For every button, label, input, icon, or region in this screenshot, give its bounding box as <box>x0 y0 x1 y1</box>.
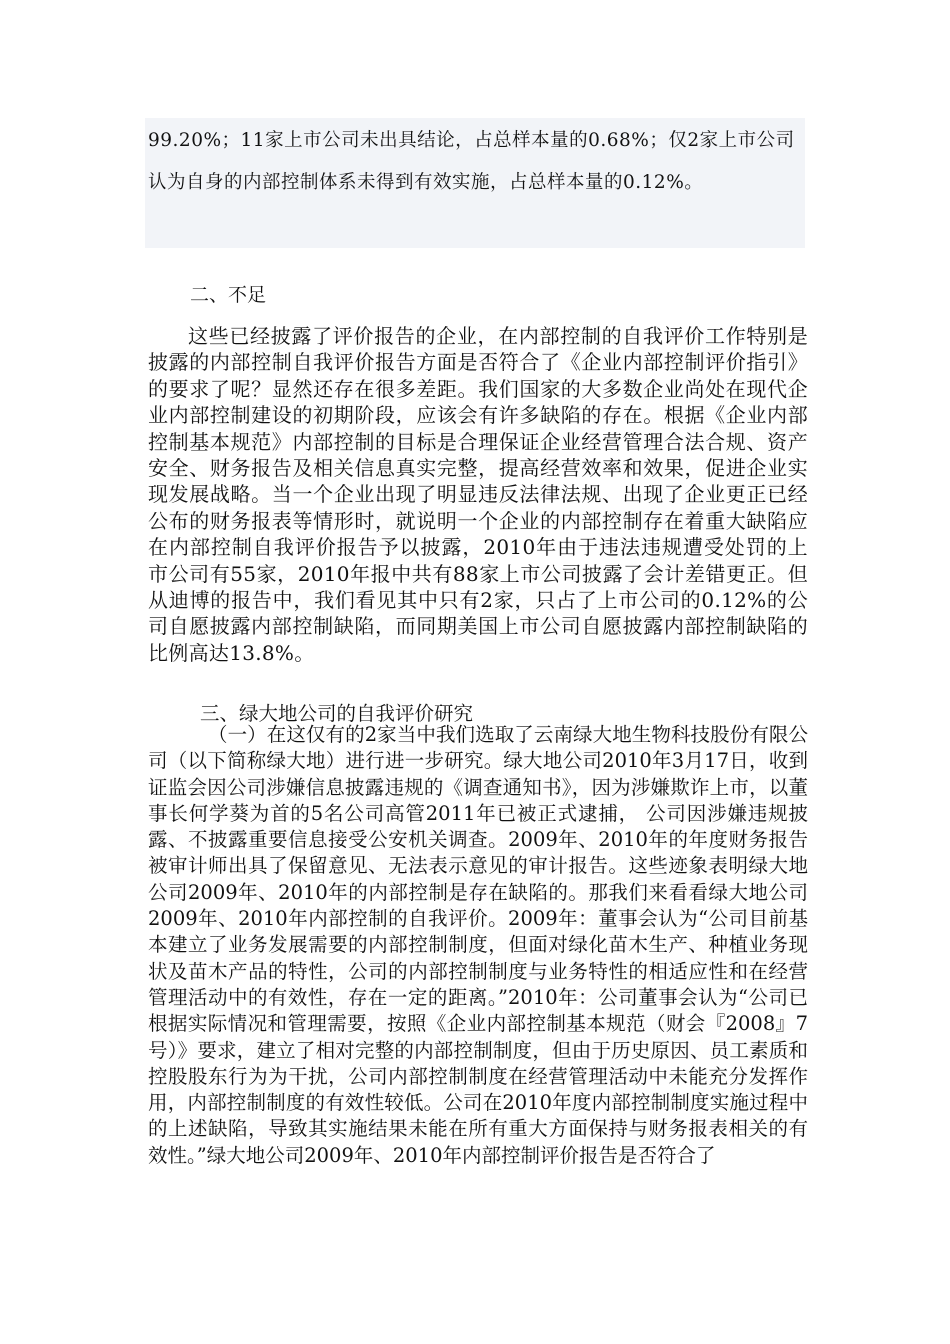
case-study-paragraph: （一）在这仅有的2家当中我们选取了云南绿大地生物科技股份有限公司（以下简称绿大地）进行进一步研究。绿大地公司2010年3月17日，收到证监会因公司涉嫌信息披露违规的《调查通知书》，因为涉嫌欺诈上市，以董事长何学葵为首的5名公司高管2011年已被正式逮捕， 公司因涉嫌违规披露、不披露重要信息接受公安机关调查。2009年、2010年的年度财务报告被审计师出具了保留意见、无法表示意见的审计报告。这些迹象表明绿大地公司2009年、2010年的内部控制是存在缺陷的。那我们来看看绿大地公司2009年、2010年内部控制的自我评价。2009年：董事会认为“公司目前基本建立了业务发展需要的内部控制制度，但面对绿化苗木生产、种植业务现状及苗木产品的特性，公司的内部控制制度与业务特性的相适应性和在经营管理活动中的有效性，存在一定的距离。”2010年：公司董事会认为“公司已根据实际情况和管理需要，按照《企业内部控制基本规范（财会『2008』7号）》要求，建立了相对完整的内部控制制度，但由于历史原因、员工素质和控股股东行为为干扰，公司内部控制制度在经营管理活动中未能充分发挥作用，内部控制制度的有效性较低。公司在2010年度内部控制制度实施过程中的上述缺陷，导致其实施结果未能在所有重大方面保持与财务报表相关的有效性。”绿大地公司2009年、2010年内部控制评价报告是否符合了 <box>148 723 808 1167</box>
section-heading-case-study: 三、绿大地公司的自我评价研究 <box>200 702 474 725</box>
section-heading-deficiency: 二、不足 <box>190 284 267 306</box>
intro-paragraph: 99.20%；11家上市公司未出具结论，占总样本量的0.68%；仅2家上市公司认为自身的内部控制体系未得到有效实施，占总样本量的0.12%。 <box>148 130 795 193</box>
deficiency-paragraph: 这些已经披露了评价报告的企业，在内部控制的自我评价工作特别是披露的内部控制自我评价报告方面是否符合了《企业内部控制评价指引》的要求了呢？显然还存在很多差距。我们国家的大多数企业尚处在现代企业内部控制建设的初期阶段，应该会有许多缺陷的存在。根据《企业内部控制基本规范》内部控制的目标是合理保证企业经营管理合法合规、资产安全、财务报告及相关信息真实完整，提高经营效率和效果，促进企业实现发展战略。当一个企业出现了明显违反法律法规、出现了企业更正已经公布的财务报表等情形时，就说明一个企业的内部控制存在着重大缺陷应在内部控制自我评价报告予以披露，2010年由于违法违规遭受处罚的上市公司有55家，2010年报中共有88家上市公司披露了会计差错更正。但从迪博的报告中，我们看见其中只有2家，只占了上市公司的0.12%的公司自愿披露内部控制缺陷，而同期美国上市公司自愿披露内部控制缺陷的比例高达13.8%。 <box>148 324 808 665</box>
